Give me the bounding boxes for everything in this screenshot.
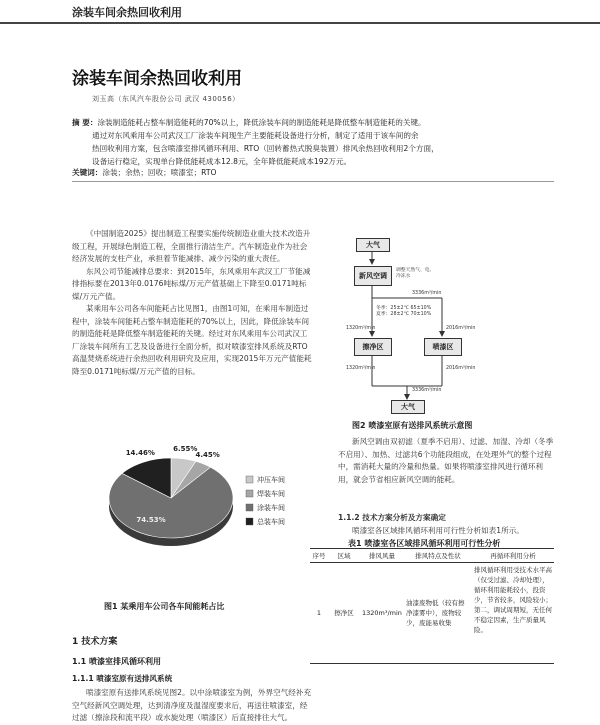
top-flow-label: 3336m³/min [412,291,442,296]
fresh-air-unit-box: 新风空调 [354,266,392,286]
conditions-note: 冬季：25±2℃ 65±10% 夏季：28±2℃ 70±10% [376,306,432,317]
pie-label-2: 74.53% [136,516,166,524]
left-paragraph-3: 某乘用车公司各车间能耗占比见图1，由图1可知，在乘用车制造过程中，涂装车间能耗占整车制造能耗的70%以上，因此，降低涂装车间的制造能耗是降低整车制造能耗的关键。经过对东风乘用车公司武汉工厂涂装车间所有工艺及设备进行全面分析，拟对喷漆室排风系统及RTO高温焚烧系统进行余热回收利用研究及应用，实现2015年万元产值能耗降至0.0171吨标煤/万元产值的目标。 [72,304,312,376]
running-header [0,0,600,24]
section-1-1-1-heading: 1.1.1 喷漆室原有送排风系统 [72,674,173,683]
section-1-1-2-text [338,525,556,538]
left-paragraph-2: 东风公司节能减排总要求：到2015年，东风乘用车武汉工厂节能减排指标要在2013年0.0176吨标煤/万元产值基础上下降至0.0171吨标煤/万元产值。 [72,266,311,301]
spray-zone-box: 喷漆区 [424,338,462,356]
bottom-air-box: 大气 [391,400,425,414]
legend-swatch-1 [246,490,253,497]
table-row [310,563,554,664]
abstract-line-3: 热回收利用方案，包含喷漆室排风循环利用、RTO（回转蓄热式脱臭装置）排风余热回收利用2个方面， [92,144,439,153]
th-volume: 排风风量 [360,549,404,563]
left-flow-label: 1320m³/min [346,326,376,331]
right-paragraph-1: 新风空调由双初滤（夏季不启用）、过滤、加湿、冷却（冬季不启用）、加热、过滤共6个功能段组成，在处理外气的整个过程中，需消耗大量的冷量和热量。如果将喷漆室排风进行循环利用，就会节省相应新风空调的能耗。 [338,437,554,484]
pie-label-3: 14.46% [125,448,155,457]
cell-analysis: 排风循环利用受技术水平高（仅受过滤、冷却处理），循环利用能耗较小，投资少，节省较多，风险较小；第二，调试周期短，无任何不稳定因素，生产质量风险。 [472,563,554,664]
section-1-heading: 1 技术方案 [72,637,118,647]
th-analysis: 再循环利用分析 [472,549,554,563]
left-column-text [72,228,312,378]
cell-index: 1 [310,563,328,664]
table1-caption: 表1 喷漆室各区域排风循环利用可行性分析 [348,539,501,548]
cell-features: 油漆废物低（较有擦净漆雾中），废物较少，废能易收集 [404,563,472,664]
abstract-label: 摘 要： [72,118,98,127]
top-air-box: 大气 [356,238,390,252]
section-1-1-1-text [72,687,312,722]
left-paragraph-1: 《中国制造2025》提出制造工程要实施传统制造业重大技术改造升级工程，开展绿色制造工程，全面推行清洁生产。汽车制造业作为社会经济发展的支柱产业，承担着节能减排、减少污染的重大责任。 [72,229,311,263]
th-features: 排风特点及性状 [404,549,472,563]
legend-label-2: 涂装车间 [257,504,285,512]
legend-label-3: 总装车间 [257,518,285,526]
figure2-flow-diagram [346,236,520,414]
legend-swatch-3 [246,518,253,525]
abstract-line-2: 通过对东风乘用车公司武汉工厂涂装车间现生产主要能耗设备进行分析，制定了适用于该车间的余 [92,131,419,140]
figure2-caption: 图2 喷漆室原有送排风系统示意图 [352,421,473,430]
keywords [72,167,216,178]
th-area: 区域 [328,549,360,563]
abstract-line-4: 设备运行稳定，实现单台降低能耗成本12.8元，全年降低能耗成本192万元。 [92,157,352,166]
running-header-title: 涂装车间余热回收利用 [72,6,182,19]
section-1-1-2-heading: 1.1.2 技术方案分析及方案确定 [338,513,446,522]
legend-swatch-2 [246,504,253,511]
pie-label-0: 6.55% [173,445,198,454]
section-1-1-1-paragraph: 喷漆室原有送排风系统见图2。以中涂喷漆室为例，外界空气经补充空气经新风空调处理，达到清净度及温湿度要求后，再送往喷漆室，经过滤（擦涂段和流平段）或水旋处理（喷漆区）后直接排往大气。 [72,688,312,722]
left-flow-label-2: 1320m³/min [346,366,376,371]
right-flow-label-2: 2016m³/min [446,366,476,371]
section-1-1-heading: 1.1 喷漆室排风循环利用 [72,657,161,666]
section-1-1-2-paragraph: 喷漆室各区域排风循环利用可行性分析如表1所示。 [352,526,524,535]
figure1-caption: 图1 某乘用车公司各车间能耗占比 [104,602,225,611]
article-author: 刘玉高（东风汽车股份公司 武汉 430056） [92,95,240,103]
legend-label-0: 冲压车间 [257,476,285,484]
right-column-text [338,436,556,486]
abstract-line-1: 涂装制造能耗占整车制造能耗的70%以上，降低涂装车间的制造能耗是降低整车制造能耗的关键。 [97,118,426,127]
energy-pie-chart [96,440,316,555]
abstract-divider [72,181,554,182]
ac-note: 调整天然气、电、冷冻水 [396,268,435,279]
th-index: 序号 [310,549,328,563]
cell-area: 擦净区 [328,563,360,664]
legend-label-1: 焊装车间 [257,490,285,498]
abstract [72,116,552,168]
right-flow-label: 2016m³/min [446,326,476,331]
bottom-flow-label: 3336m³/min [412,388,442,393]
cell-volume: 1320m³/min [360,563,404,664]
table-header-row [310,549,554,563]
table1 [310,548,554,664]
legend-swatch-0 [246,476,253,483]
article-title: 涂装车间余热回收利用 [72,69,242,89]
keywords-label: 关键词： [72,168,103,177]
keywords-text: 涂装；余热；回收；喷漆室；RTO [102,168,217,177]
pie-label-1: 4.45% [195,451,220,460]
cleaning-zone-box: 擦净区 [354,338,392,356]
